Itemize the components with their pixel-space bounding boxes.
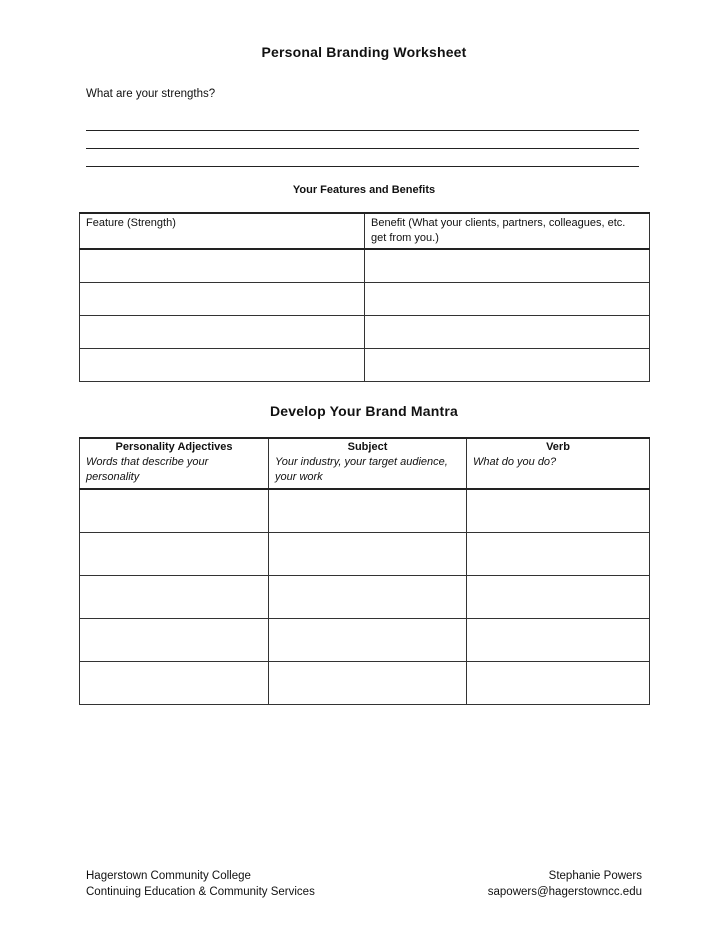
table-row	[80, 283, 650, 316]
verb-cell[interactable]	[467, 489, 650, 533]
page-title: Personal Branding Worksheet	[261, 44, 467, 60]
verb-cell[interactable]	[467, 533, 650, 576]
brand-mantra-description-row	[80, 455, 650, 489]
footer-department: Continuing Education & Community Services	[86, 886, 315, 898]
adjective-cell[interactable]	[80, 489, 269, 533]
feature-cell[interactable]	[80, 249, 365, 283]
benefit-column-header: Benefit (What your clients, partners, colleagues, etc. get from you.)	[365, 213, 650, 249]
verb-cell[interactable]	[467, 576, 650, 619]
feature-cell[interactable]	[80, 316, 365, 349]
table-row	[80, 662, 650, 705]
subject-cell[interactable]	[269, 619, 467, 662]
verb-cell[interactable]	[467, 619, 650, 662]
table-row	[80, 619, 650, 662]
strengths-answer-line-3[interactable]	[86, 166, 639, 167]
table-row	[80, 576, 650, 619]
subject-cell[interactable]	[269, 533, 467, 576]
features-benefits-header-row	[80, 213, 650, 249]
features-benefits-table	[79, 212, 650, 382]
footer-contact	[488, 868, 642, 900]
personality-adjectives-header: Personality Adjectives	[80, 438, 269, 455]
table-row	[80, 533, 650, 576]
footer-college-name: Hagerstown Community College	[86, 870, 251, 882]
subject-description: Your industry, your target audience, your work	[269, 455, 467, 489]
adjective-cell[interactable]	[80, 576, 269, 619]
verb-description: What do you do?	[467, 455, 650, 489]
table-row	[80, 249, 650, 283]
benefit-cell[interactable]	[365, 249, 650, 283]
strengths-question: What are your strengths?	[86, 88, 216, 100]
feature-cell[interactable]	[80, 349, 365, 382]
feature-cell[interactable]	[80, 283, 365, 316]
adjective-cell[interactable]	[80, 533, 269, 576]
brand-mantra-heading: Develop Your Brand Mantra	[269, 403, 459, 419]
adjective-cell[interactable]	[80, 662, 269, 705]
brand-mantra-header-row	[80, 438, 650, 455]
adjective-cell[interactable]	[80, 619, 269, 662]
benefit-cell[interactable]	[365, 349, 650, 382]
benefit-cell[interactable]	[365, 283, 650, 316]
strengths-answer-line-1[interactable]	[86, 130, 639, 131]
subject-cell[interactable]	[269, 489, 467, 533]
table-row	[80, 316, 650, 349]
subject-cell[interactable]	[269, 662, 467, 705]
table-row	[80, 349, 650, 382]
subject-cell[interactable]	[269, 576, 467, 619]
brand-mantra-table	[79, 437, 650, 705]
verb-cell[interactable]	[467, 662, 650, 705]
personality-adjectives-description: Words that describe your personality	[80, 455, 269, 489]
footer-organization	[86, 868, 315, 900]
verb-header: Verb	[467, 438, 650, 455]
footer-contact-name: Stephanie Powers	[548, 870, 642, 882]
features-benefits-heading: Your Features and Benefits	[292, 184, 436, 196]
strengths-answer-line-2[interactable]	[86, 148, 639, 149]
feature-column-header: Feature (Strength)	[80, 213, 365, 249]
subject-header: Subject	[269, 438, 467, 455]
benefit-cell[interactable]	[365, 316, 650, 349]
footer-contact-email: sapowers@hagerstowncc.edu	[487, 886, 642, 898]
table-row	[80, 489, 650, 533]
